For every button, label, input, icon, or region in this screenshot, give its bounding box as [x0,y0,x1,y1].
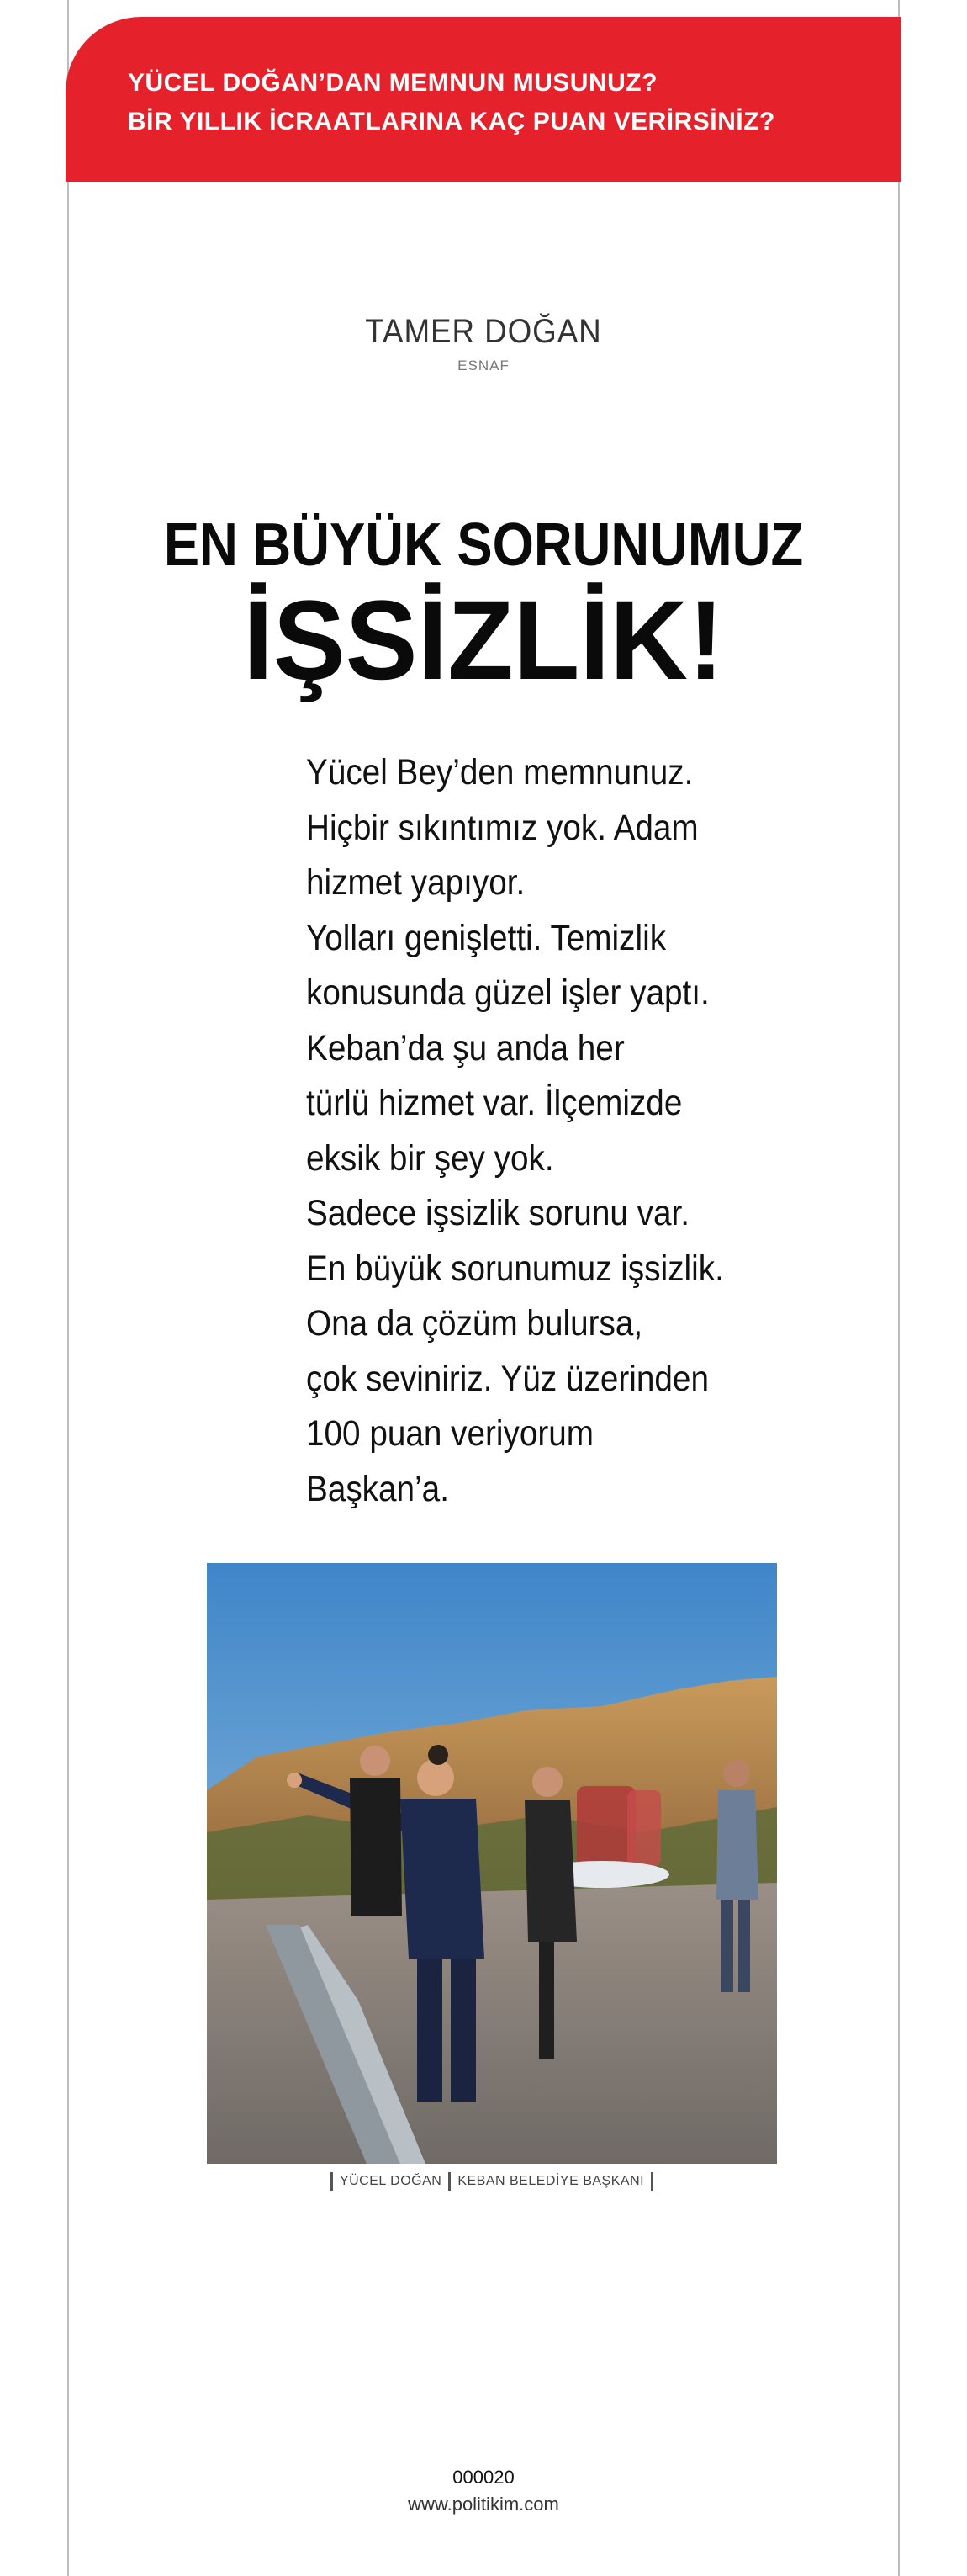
caption-divider [651,2172,653,2191]
photo-caption [207,2172,777,2191]
footer [67,2467,900,2515]
interview-body-text: Yücel Bey’den memnunuz. Hiçbir sıkıntımız yok. Adam hizmet yapıyor. Yolları genişletti. Temizlik konusunda güzel işler yaptı. Keban’da şu anda her türlü hizmet var. İlçemizde eksik bir şey yok. Sadece işsizlik sorunu var. En büyük sorunumuz işsizlik. Ona da çözüm bulursa, çok seviniriz. Yüz üzerinden 100 puan veriyorum Başkan’a. [306,752,724,1509]
header-banner [66,17,901,182]
headline-top: EN BÜYÜK SORUNUMUZ [163,511,804,579]
person-name: TAMER DOĞAN [365,313,602,350]
mayor-photo-illustration [207,1563,777,2164]
person-role: ESNAF [457,358,510,374]
page-code: 000020 [452,2467,515,2488]
mayor-photo [207,1563,777,2164]
caption-divider [330,2172,333,2191]
website-url: www.politikim.com [408,2494,559,2515]
headline-main: İŞSİZLİK! [243,578,724,703]
caption-title: KEBAN BELEDİYE BAŞKANI [457,2174,645,2188]
header-question-line-2: BİR YILLIK İCRAATLARINA KAÇ PUAN VERİRSİNİZ? [128,108,775,135]
caption-name: YÜCEL DOĞAN [339,2174,442,2188]
header-question-line-1: YÜCEL DOĞAN’DAN MEMNUN MUSUNUZ? [128,69,658,97]
headline [67,511,900,703]
person-block [67,313,900,374]
caption-divider [448,2172,451,2191]
